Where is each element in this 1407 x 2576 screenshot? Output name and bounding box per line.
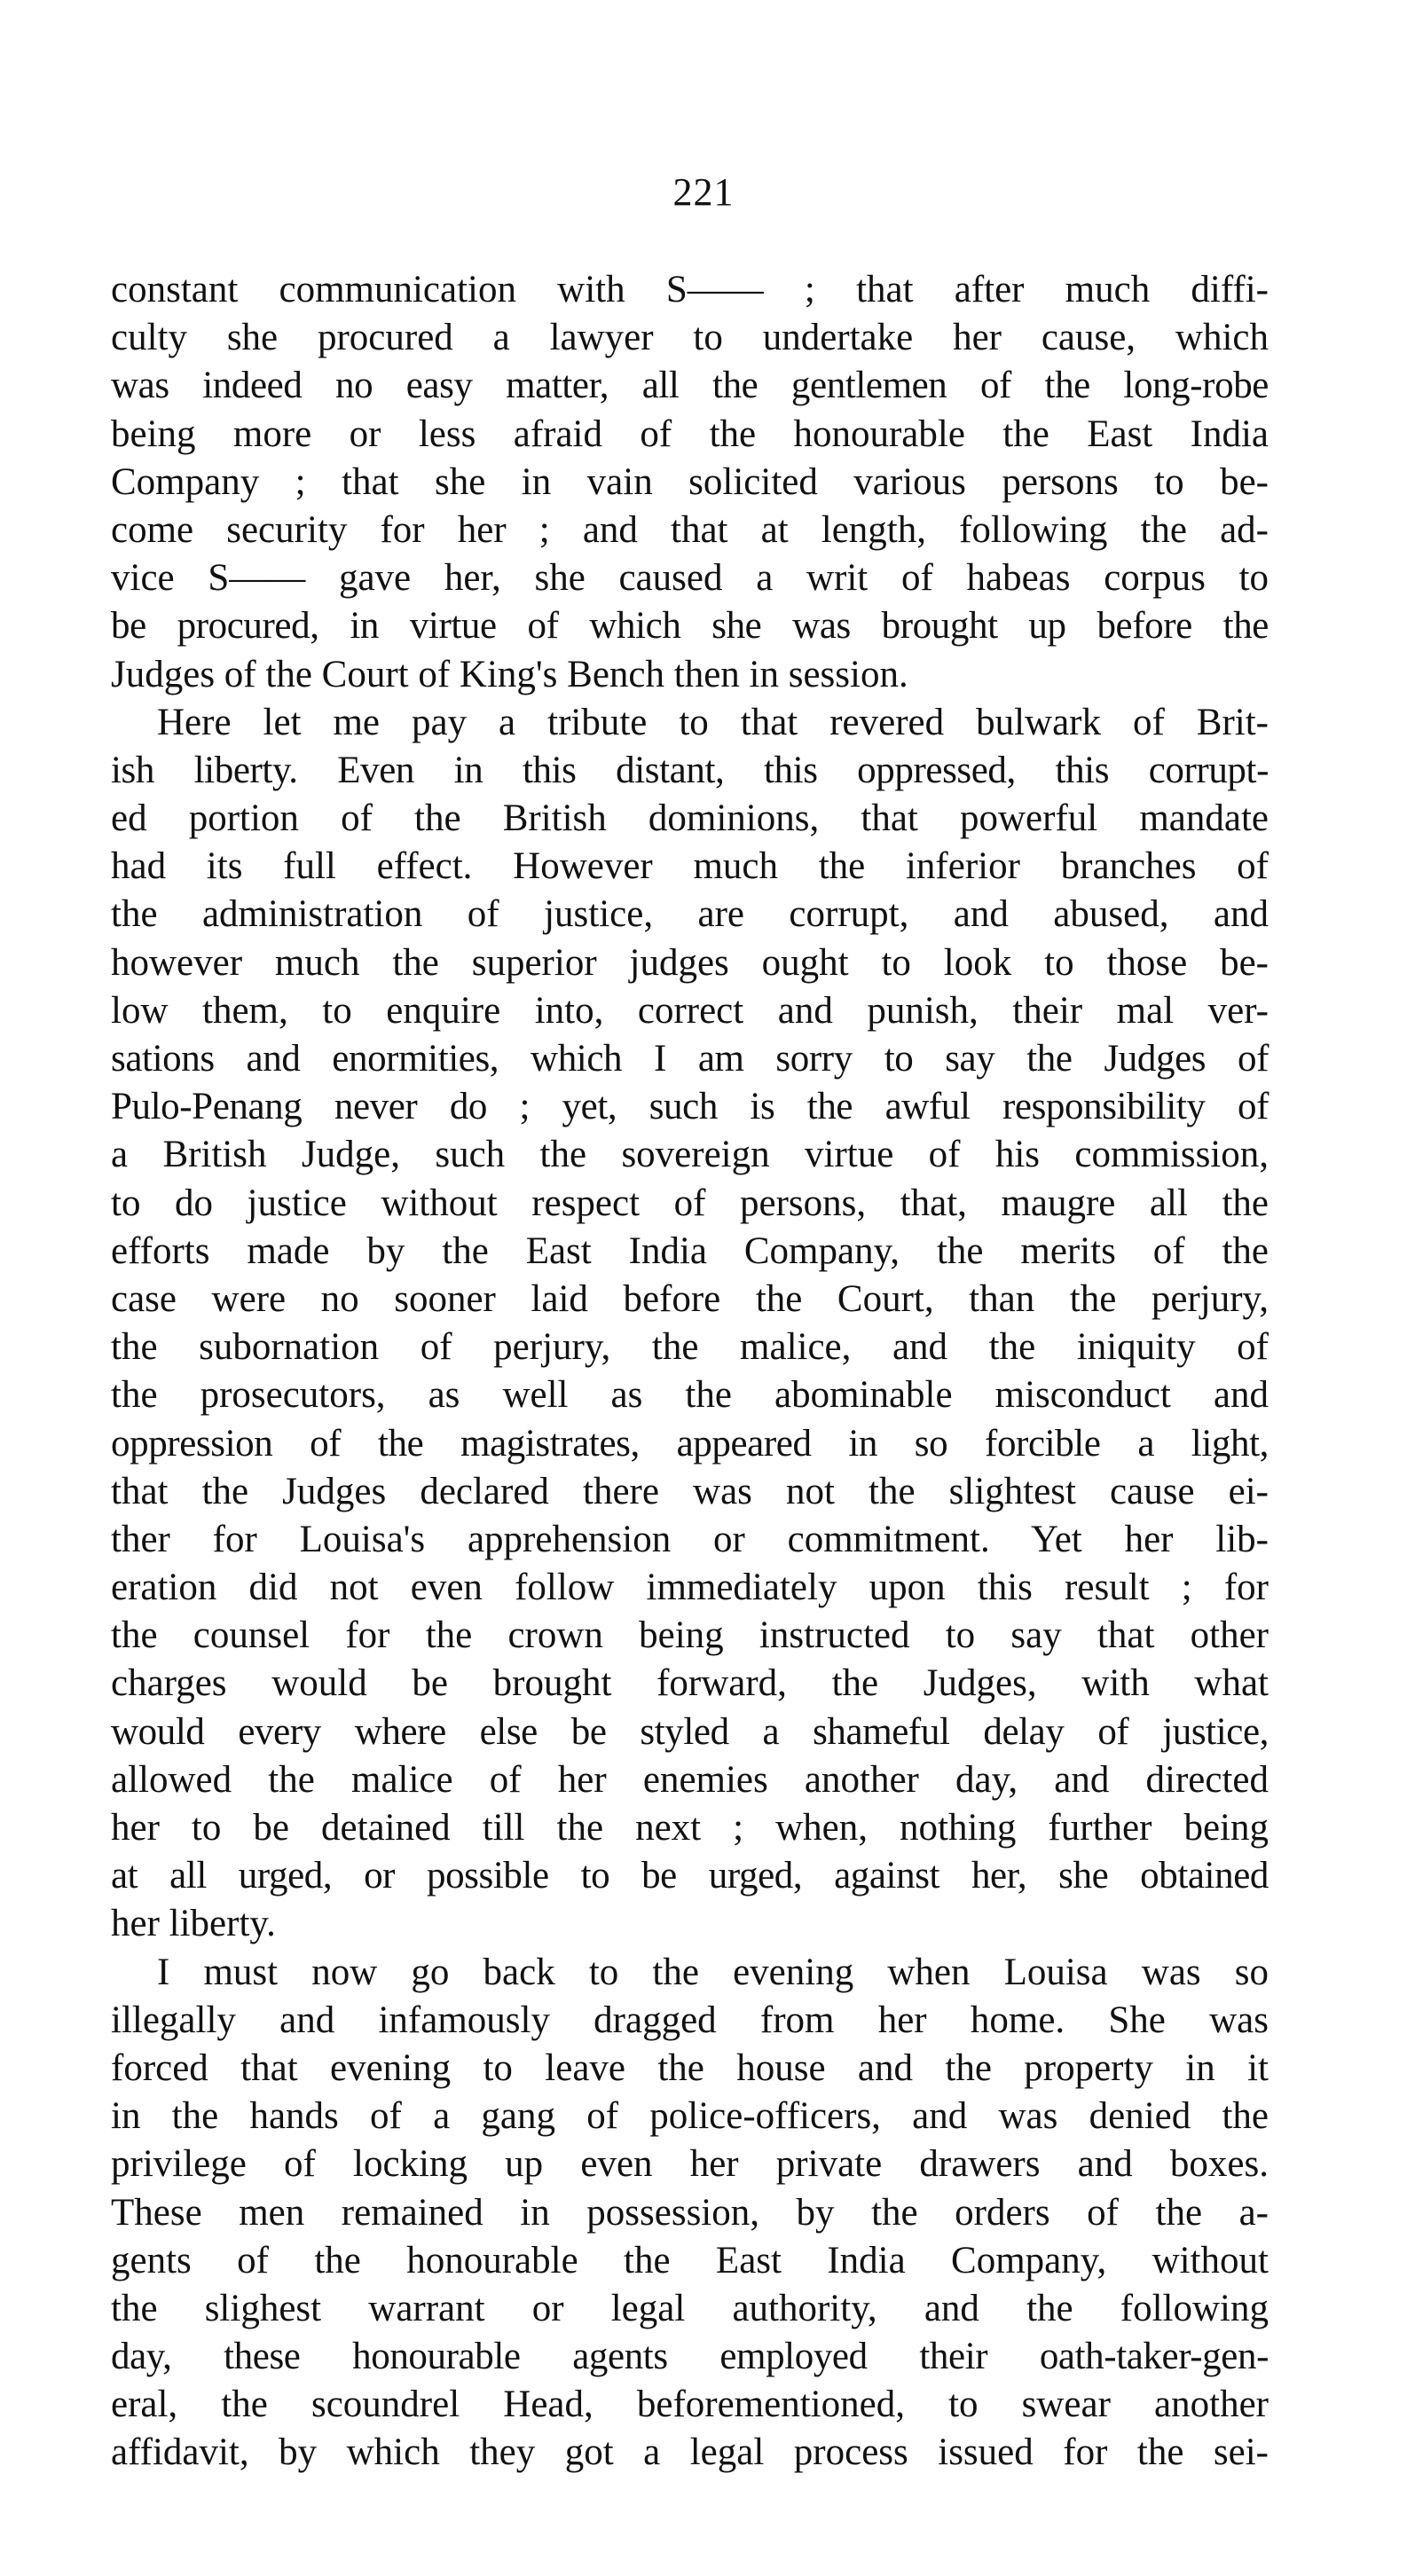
text-line: to do justice without respect of persons, that, maugre all the xyxy=(111,1182,1269,1224)
text-line: vice S—— gave her, she caused a writ of habeas corpus to xyxy=(111,557,1269,600)
text-line: Pulo-Penang never do ; yet, such is the awful responsibility of xyxy=(111,1086,1269,1128)
text-line: gents of the honourable the East India Company, without xyxy=(111,2239,1269,2281)
text-line: at all urged, or possible to be urged, against her, she obtained xyxy=(111,1855,1269,1897)
page-number: 221 xyxy=(672,170,735,214)
text-line: a British Judge, such the sovereign virtue of his commission, xyxy=(111,1134,1269,1176)
text-line: efforts made by the East India Company, the merits of the xyxy=(111,1229,1269,1272)
text-line: had its full effect. However much the inferior branches of xyxy=(111,845,1269,888)
text-line: Judges of the Court of King's Bench then in session. xyxy=(111,653,908,695)
text-line: forced that evening to leave the house and the property in it xyxy=(111,2046,1269,2089)
text-line: come security for her ; and that at length, following the ad- xyxy=(111,508,1269,551)
text-line: I must now go back to the evening when Louisa was so xyxy=(157,1951,1269,1993)
text-line: These men remained in possession, by the orders of the a- xyxy=(111,2191,1269,2234)
text-line: the subornation of perjury, the malice, and the iniquity of xyxy=(111,1326,1269,1369)
text-line: privilege of locking up even her private drawers and boxes. xyxy=(111,2143,1269,2186)
text-line: be procured, in virtue of which she was brought up before the xyxy=(111,605,1269,648)
text-line: allowed the malice of her enemies another day, and directed xyxy=(111,1758,1269,1801)
text-line: illegally and infamously dragged from her home. She was xyxy=(111,1999,1269,2041)
text-line: Here let me pay a tribute to that revered bulwark of Brit- xyxy=(157,701,1269,743)
text-line: eration did not even follow immediately upon this result ; for xyxy=(111,1567,1269,1609)
text-line: culty she procured a lawyer to undertake her cause, which xyxy=(111,317,1269,359)
text-line: the counsel for the crown being instructed to say that other xyxy=(111,1614,1269,1657)
text-line: Company ; that she in vain solicited various persons to be- xyxy=(111,460,1269,503)
text-line: sations and enormities, which I am sorry to say the Judges of xyxy=(111,1038,1269,1080)
text-line: oppression of the magistrates, appeared in so forcible a light, xyxy=(111,1422,1269,1465)
text-line: eral, the scoundrel Head, beforementioned, to swear another xyxy=(111,2384,1269,2426)
text-line: was indeed no easy matter, all the gentlemen of the long-robe xyxy=(111,365,1269,407)
text-line: being more or less afraid of the honourable the East India xyxy=(111,412,1269,455)
text-line: the prosecutors, as well as the abominable misconduct and xyxy=(111,1374,1269,1417)
text-line: case were no sooner laid before the Court, than the perjury, xyxy=(111,1277,1269,1320)
text-line: charges would be brought forward, the Judges, with what xyxy=(111,1662,1269,1705)
text-line: affidavit, by which they got a legal process issued for the sei- xyxy=(111,2431,1269,2474)
text-line: in the hands of a gang of police-officers, and was denied the xyxy=(111,2095,1269,2138)
body-text xyxy=(111,266,1269,2478)
text-line: ish liberty. Even in this distant, this oppressed, this corrupt- xyxy=(111,749,1269,791)
text-line: however much the superior judges ought to look to those be- xyxy=(111,941,1269,984)
text-line: would every where else be styled a shameful delay of justice, xyxy=(111,1710,1269,1753)
text-line: constant communication with S—— ; that after much diffi- xyxy=(111,269,1269,310)
text-line: that the Judges declared there was not the slightest cause ei- xyxy=(111,1470,1269,1512)
text-line: low them, to enquire into, correct and punish, their mal ver- xyxy=(111,989,1269,1032)
text-line: her to be detained till the next ; when, nothing further being xyxy=(111,1807,1269,1849)
text-line: the administration of justice, are corrupt, and abused, and xyxy=(111,893,1269,936)
text-line: the slighest warrant or legal authority, and the following xyxy=(111,2287,1269,2329)
text-line: her liberty. xyxy=(111,1903,276,1945)
text-line: ther for Louisa's apprehension or commitment. Yet her lib- xyxy=(111,1518,1269,1560)
text-line: ed portion of the British dominions, that powerful mandate xyxy=(111,797,1269,840)
text-line: day, these honourable agents employed their oath-taker-gen- xyxy=(111,2336,1269,2378)
